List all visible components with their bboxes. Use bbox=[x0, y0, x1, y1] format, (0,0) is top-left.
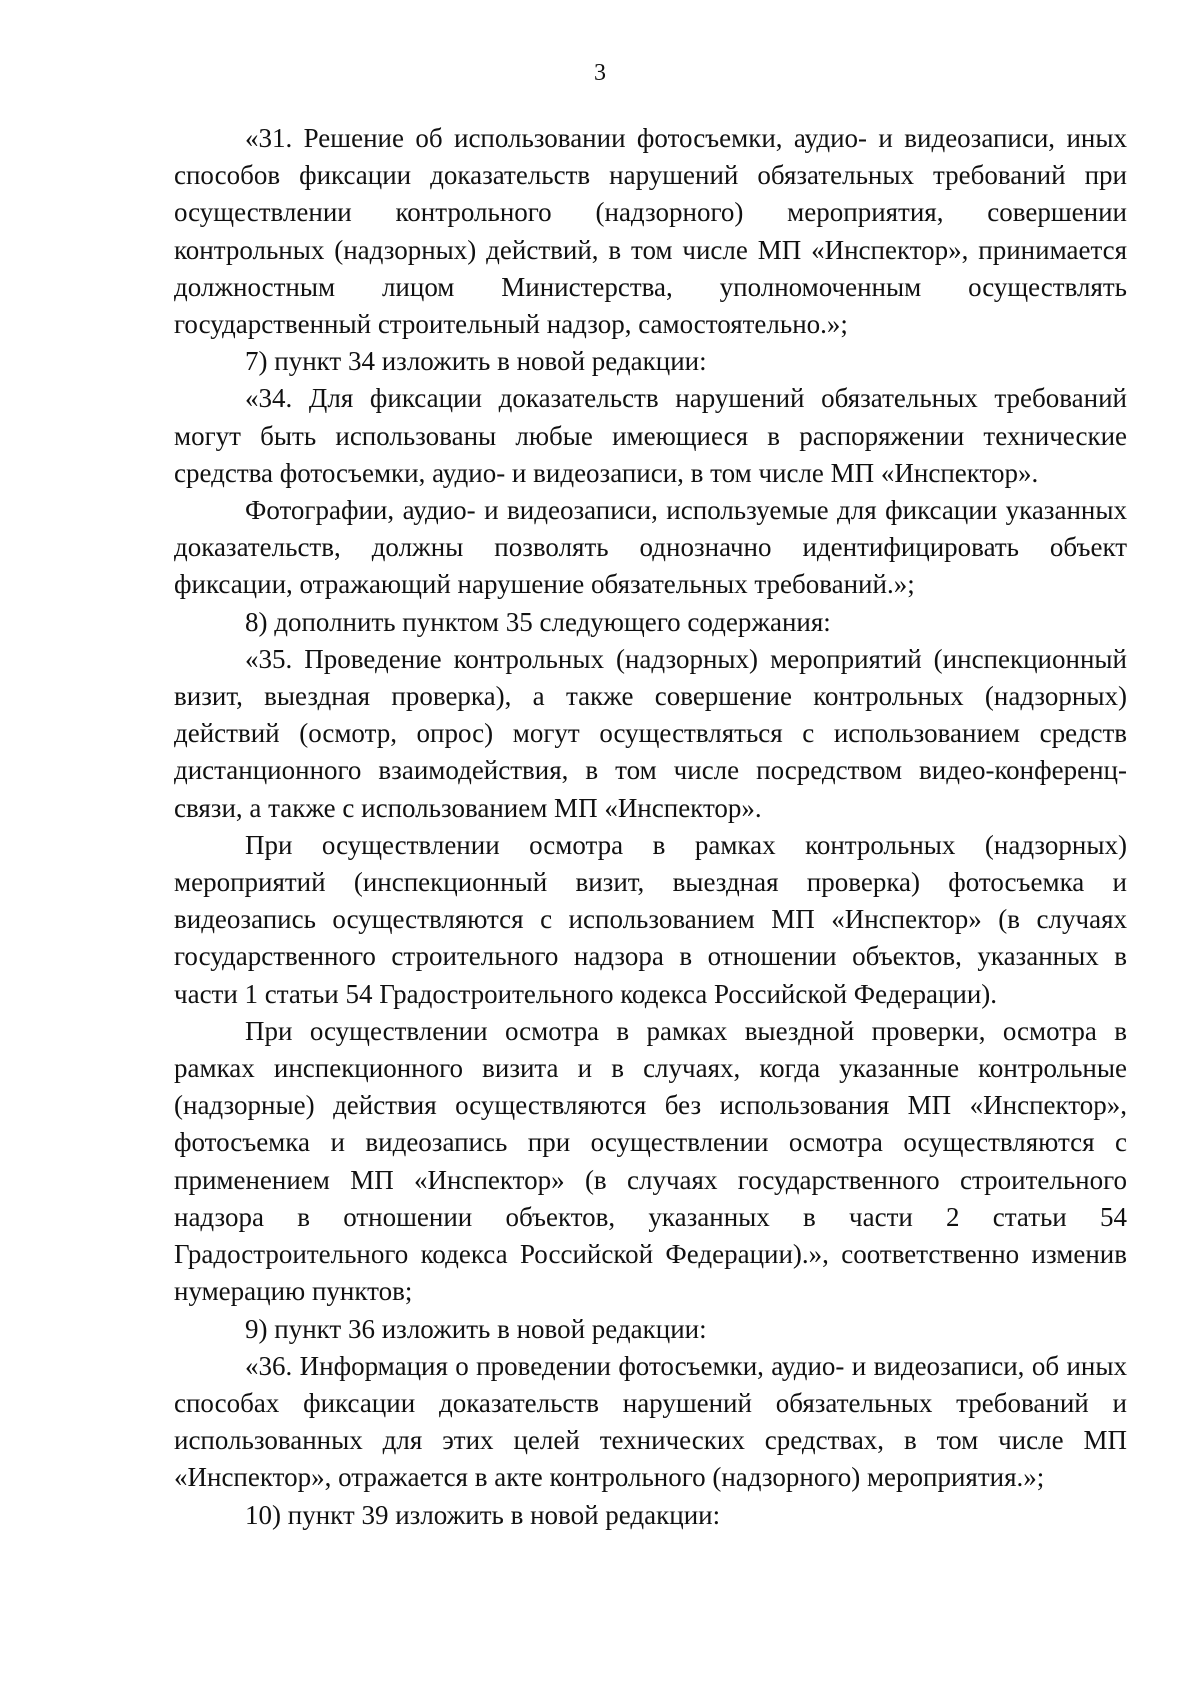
paragraph-amendment-9: 9) пункт 36 изложить в новой редакции: bbox=[245, 1313, 707, 1344]
paragraph-item-34-photos: Фотографии, аудио- и видеозаписи, используемые для фиксации указанных доказательств, должны позволять однозначно идентифицировать объект фиксации, отражающий нарушение обязательных требований.»; bbox=[174, 495, 1127, 600]
paragraph-amendment-8: 8) дополнить пунктом 35 следующего содержания: bbox=[245, 606, 831, 637]
paragraph-item-35: «35. Проведение контрольных (надзорных) мероприятий (инспекционный визит, выездная проверка), а также совершение контрольных (надзорных) действий (осмотр, опрос) могут осуществляться с использованием средств дистанционного взаимодействия, в том числе посредством видео-конференц-связи, а также с использованием МП «Инспектор». bbox=[174, 643, 1127, 823]
paragraph-item-35-inspection: При осуществлении осмотра в рамках контрольных (надзорных) мероприятий (инспекционный визит, выездная проверка) фотосъемка и видеозапись осуществляются с использованием МП «Инспектор» (в случаях государственного строительного надзора в отношении объектов, указанных в части 1 статьи 54 Градостроительного кодекса Российской Федерации). bbox=[174, 829, 1127, 1009]
paragraph-amendment-7: 7) пункт 34 изложить в новой редакции: bbox=[245, 346, 707, 377]
paragraph-item-31: «31. Решение об использовании фотосъемки, аудио- и видеозаписи, иных способов фиксации доказательств нарушений обязательных требований при осуществлении контрольного (надзорного) мероприятия, совершении контрольных (надзорных) действий, в том числе МП «Инспектор», принимается должностным лицом Министерства, уполномоченным осуществлять государственный строительный надзор, самостоятельно.»; bbox=[174, 123, 1127, 340]
paragraph-item-35-onsite: При осуществлении осмотра в рамках выездной проверки, осмотра в рамках инспекционного визита и в случаях, когда указанные контрольные (надзорные) действия осуществляются без использования МП «Инспектор», фотосъемка и видеозапись при осуществлении осмотра осуществляются с применением МП «Инспектор» (в случаях государственного строительного надзора в отношении объектов, указанных в части 2 статьи 54 Градостроительного кодекса Российской Федерации).», соответственно изменив нумерацию пунктов; bbox=[174, 1015, 1127, 1307]
document-body bbox=[174, 120, 1127, 1534]
page-number: 3 bbox=[594, 60, 606, 86]
paragraph-amendment-10: 10) пункт 39 изложить в новой редакции: bbox=[245, 1499, 721, 1530]
paragraph-item-34: «34. Для фиксации доказательств нарушений обязательных требований могут быть использованы любые имеющиеся в распоряжении технические средства фотосъемки, аудио- и видеозаписи, в том числе МП «Инспектор». bbox=[174, 383, 1127, 488]
paragraph-item-36: «36. Информация о проведении фотосъемки, аудио- и видеозаписи, об иных способах фиксации доказательств нарушений обязательных требований и использованных для этих целей технических средствах, в том числе МП «Инспектор», отражается в акте контрольного (надзорного) мероприятия.»; bbox=[174, 1350, 1127, 1493]
